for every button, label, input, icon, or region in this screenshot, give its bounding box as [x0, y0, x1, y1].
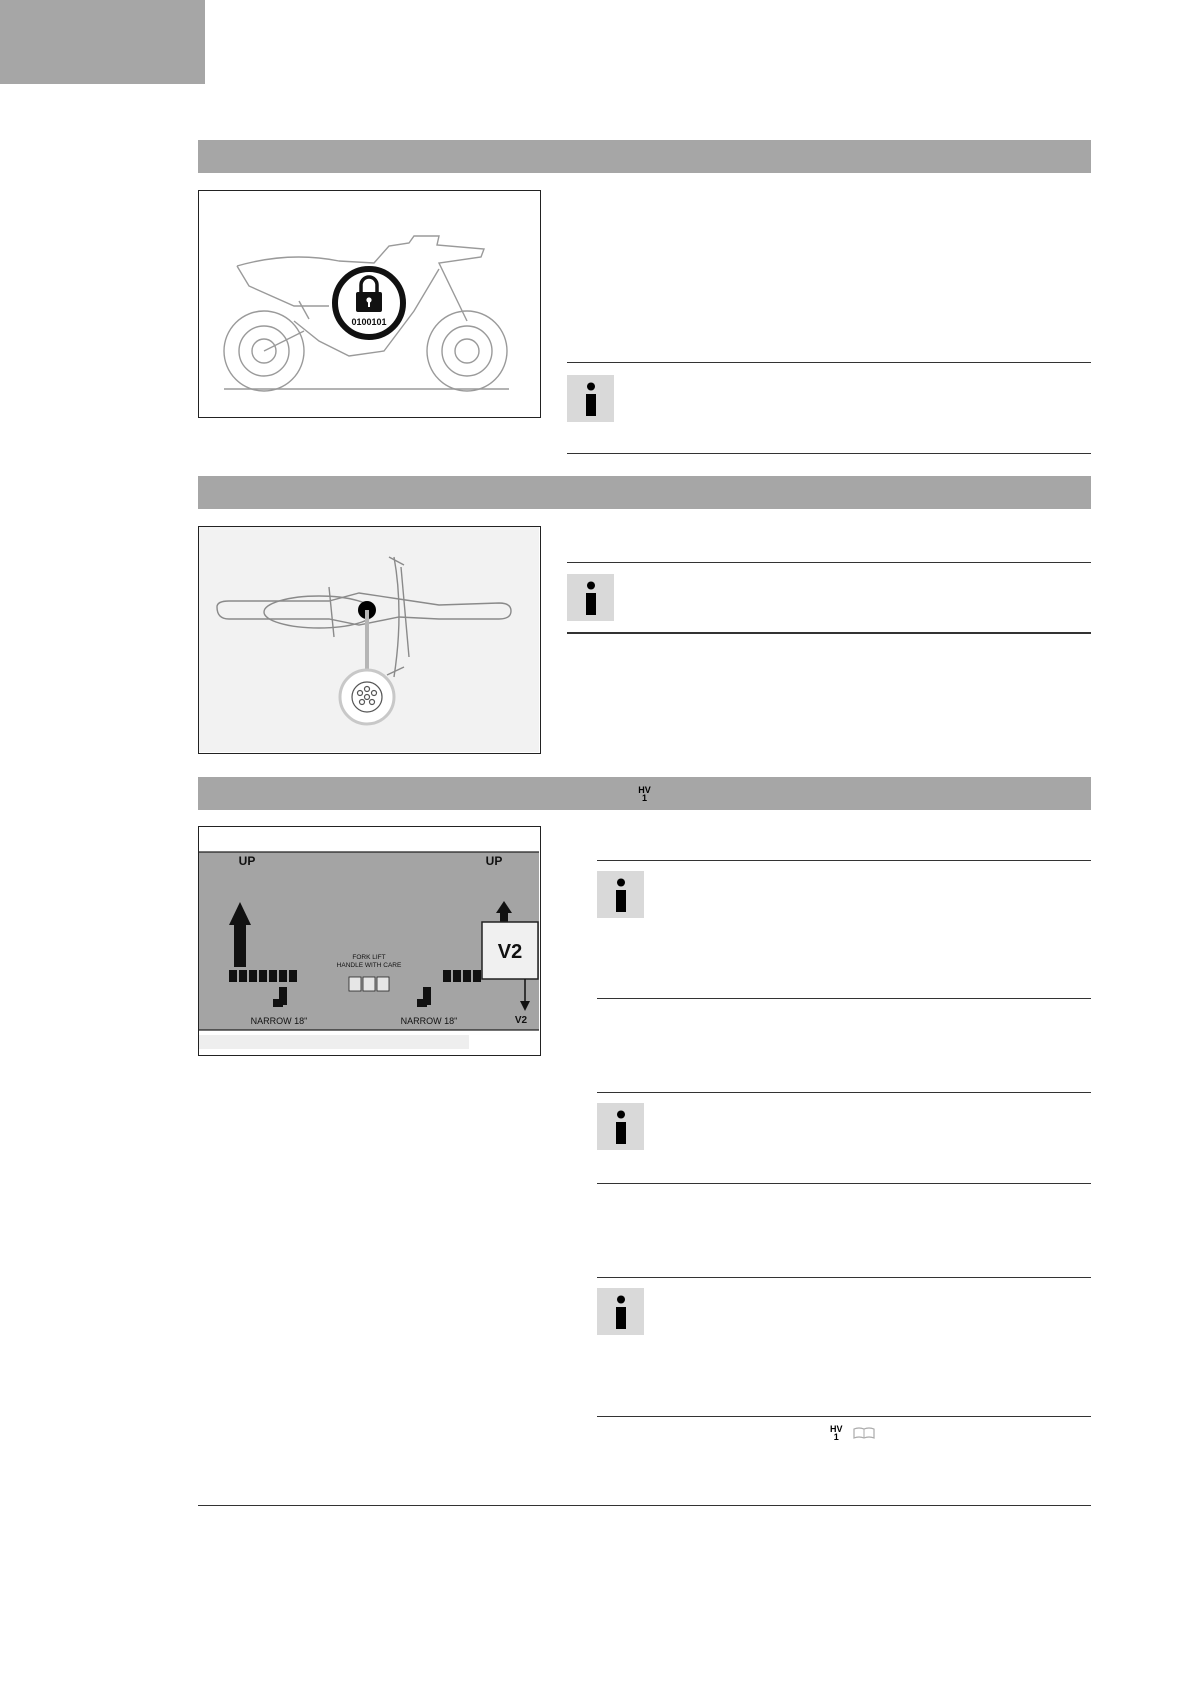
- hv-symbol-top: HV: [830, 1424, 843, 1434]
- hv-symbol-bottom: 1: [833, 1432, 839, 1442]
- info-icon: [567, 375, 614, 422]
- note-rule-3c-bottom: [597, 1416, 1091, 1417]
- hv-symbol: [638, 786, 651, 802]
- label-v2-arrow: V2: [514, 1015, 528, 1026]
- hv-reference: [830, 1425, 875, 1441]
- figure-bike-top-connector: [198, 526, 541, 754]
- info-icon: [567, 574, 614, 621]
- lock-code-label: 0100101: [351, 317, 387, 327]
- bike-side-illustration: [199, 191, 539, 416]
- note-rule-3a-top: [597, 860, 1091, 861]
- hv-symbol: [830, 1425, 843, 1441]
- label-up-left: UP: [238, 854, 256, 868]
- note-rule-3b-top: [597, 1092, 1091, 1093]
- note-rule-3c-top: [597, 1277, 1091, 1278]
- page-bottom-rule: [198, 1505, 1091, 1506]
- note-rule-3a-bottom: [597, 998, 1091, 999]
- note-rule-3b-bottom: [597, 1183, 1091, 1184]
- label-fork-lift: FORK LIFT: [352, 954, 386, 961]
- hv-symbol-bottom: 1: [641, 792, 647, 803]
- figure-packaging-label: [198, 826, 541, 1056]
- note-rule-top-1: [567, 362, 1091, 363]
- bike-top-illustration: [199, 527, 539, 752]
- info-icon: [597, 871, 644, 918]
- handling-symbols-icon: [349, 977, 389, 991]
- label-narrow-left: NARROW 18": [250, 1016, 308, 1026]
- corner-tab: [0, 0, 205, 84]
- note-rule-bottom-2: [567, 632, 1091, 634]
- hv-symbol-top: HV: [638, 784, 651, 795]
- figure-bike-side-lock: [198, 190, 541, 418]
- section-bar-1: [198, 140, 1091, 173]
- packaging-illustration: [199, 827, 539, 1054]
- info-icon: [597, 1103, 644, 1150]
- label-narrow-right: NARROW 18": [400, 1016, 458, 1026]
- info-icon: [597, 1288, 644, 1335]
- manual-book-icon: [853, 1426, 875, 1440]
- label-up-right: UP: [485, 854, 503, 868]
- label-handle-with-care: HANDLE WITH CARE: [336, 962, 402, 969]
- section-bar-3: [198, 777, 1091, 810]
- label-v2-box: V2: [497, 941, 523, 963]
- note-rule-bottom-1: [567, 453, 1091, 454]
- note-rule-top-2: [567, 562, 1091, 563]
- section-bar-2: [198, 476, 1091, 509]
